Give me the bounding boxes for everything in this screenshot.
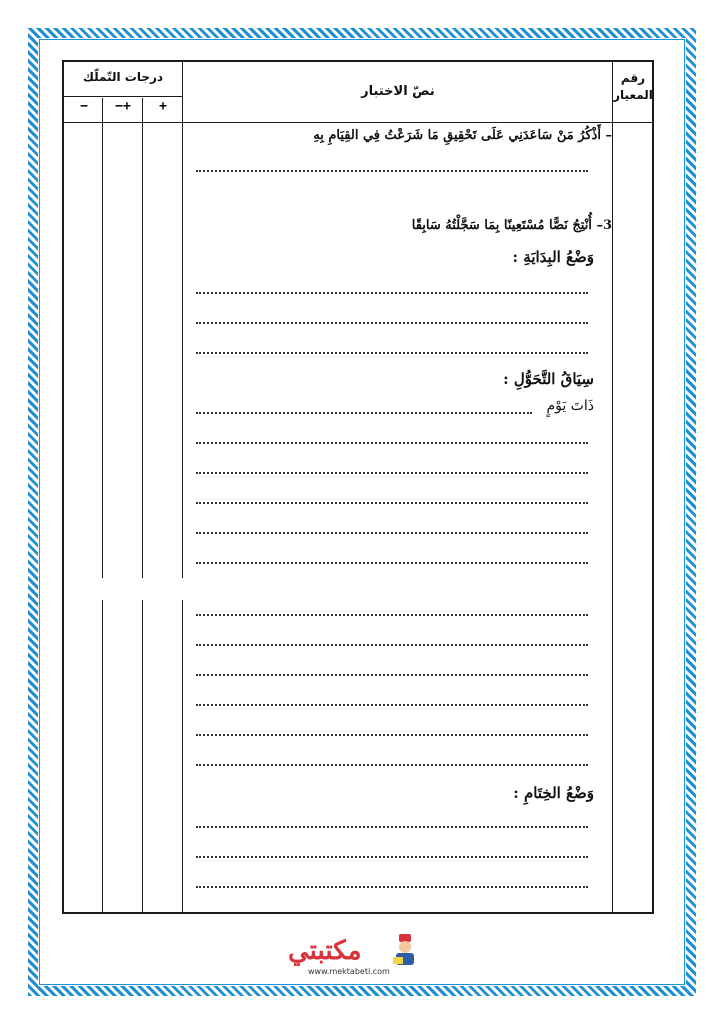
level-divider — [102, 98, 103, 912]
levels-header-divider — [64, 96, 182, 97]
question-who-helped: – أَذْكُرُ مَنْ سَاعَدَنِي عَلَى تَحْقِيقِ مَا شَرَعْتُ فِي القِيَامِ بِهِ — [313, 128, 612, 143]
section-ending-heading: وَضْعُ الخِتَامِ : — [513, 784, 594, 802]
level-minus: − — [80, 99, 88, 114]
answer-line[interactable] — [196, 674, 588, 676]
mektabeti-logo — [278, 934, 448, 980]
logo-word: مكتبتي — [288, 936, 362, 966]
section-beginning-heading: وَضْعُ البِدَايَةِ : — [512, 248, 594, 266]
scan-strip — [64, 578, 612, 600]
answer-line[interactable] — [196, 532, 588, 534]
answer-line[interactable] — [196, 614, 588, 616]
question-3-produce-text: 3– أُنْتِجُ نَصًّا مُسْتَعِينًا بِمَا سَجَّلْتُهُ سَابِقًا — [411, 218, 612, 233]
criterion-number-header — [612, 70, 654, 104]
answer-line[interactable] — [196, 442, 588, 444]
column-divider — [182, 62, 183, 912]
criterion-label-line2: المعيار — [613, 88, 653, 102]
mastery-levels-header: درجات التّملّك — [82, 70, 164, 84]
header-divider — [64, 122, 654, 123]
answer-line[interactable] — [196, 644, 588, 646]
answer-line[interactable] — [196, 562, 588, 564]
answer-line[interactable] — [196, 472, 588, 474]
answer-line[interactable] — [196, 856, 588, 858]
logo-url[interactable]: www.mektabeti.com — [308, 967, 390, 976]
answer-line[interactable] — [196, 764, 588, 766]
logo-figure-icon — [390, 934, 420, 968]
test-text-header: نصّ الاختبار — [361, 84, 435, 99]
answer-line[interactable] — [196, 412, 532, 414]
section-transformation-heading: سِيَاقُ التَّحَوُّلِ : — [503, 370, 594, 388]
level-divider — [142, 98, 143, 912]
answer-line[interactable] — [196, 734, 588, 736]
level-minus-plus: −+ — [115, 99, 131, 114]
answer-line[interactable] — [196, 502, 588, 504]
starter-phrase: ذَاتَ يَوْمٍ — [546, 398, 594, 414]
criterion-label-line1: رقم — [620, 71, 646, 85]
answer-line[interactable] — [196, 322, 588, 324]
answer-line[interactable] — [196, 292, 588, 294]
column-divider — [612, 62, 613, 912]
answer-line[interactable] — [196, 704, 588, 706]
answer-line[interactable] — [196, 886, 588, 888]
answer-line[interactable] — [196, 352, 588, 354]
answer-line[interactable] — [196, 826, 588, 828]
answer-line[interactable] — [196, 170, 588, 172]
level-plus: + — [159, 99, 167, 114]
